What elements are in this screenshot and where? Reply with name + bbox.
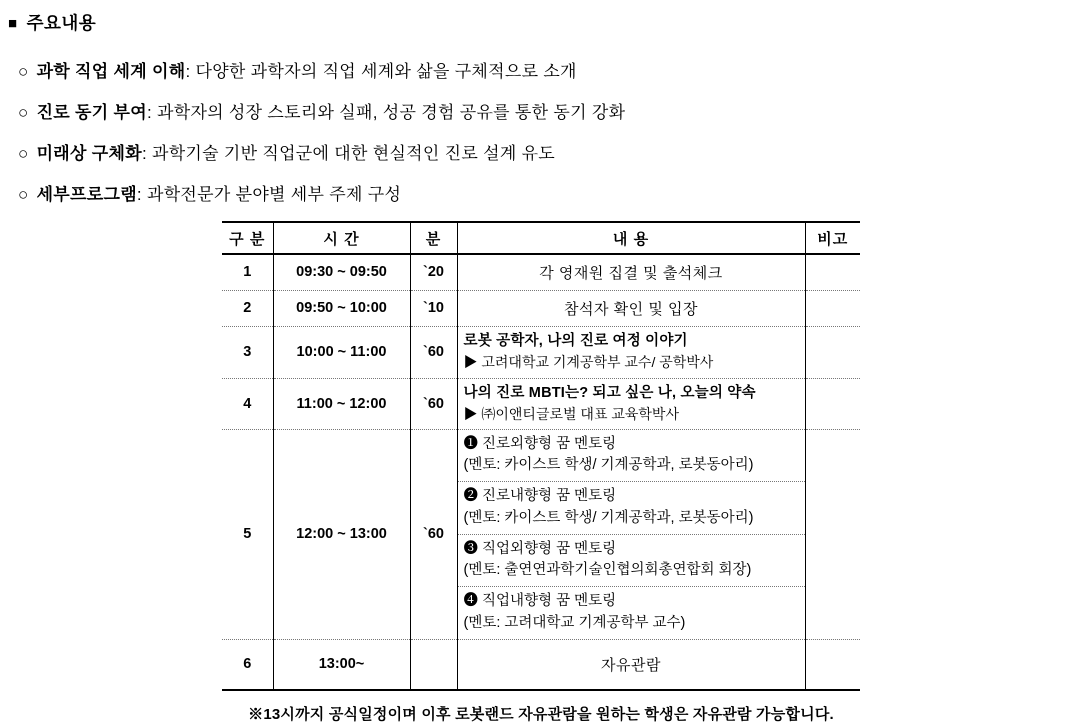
table-row-4 <box>222 378 860 429</box>
bullet-item-1 <box>18 57 1086 82</box>
row-minutes <box>410 639 457 690</box>
bullet-item-2 <box>18 98 1086 123</box>
circle-bullet-icon: ○ <box>18 62 29 81</box>
circle-bullet-icon: ○ <box>18 103 29 122</box>
row-note <box>805 326 860 378</box>
circle-bullet-icon: ○ <box>18 144 29 163</box>
row-minutes: `60 <box>410 429 457 639</box>
section-title <box>8 10 1086 35</box>
table-row-2 <box>222 290 860 326</box>
col-header-category: 구 분 <box>222 222 273 254</box>
subitem-detail: (멘토: 고려대학교 기계공학부 교수) <box>463 614 686 631</box>
bullet-label: 세부프로그램 <box>36 185 137 204</box>
col-header-note: 비고 <box>805 222 860 254</box>
row-number: 1 <box>243 264 252 281</box>
bullet-text: : 과학전문가 분야별 세부 주제 구성 <box>136 185 402 204</box>
table-row-3 <box>222 326 860 378</box>
row-time: 12:00 ~ 13:00 <box>273 429 410 639</box>
section-title-text: 주요내용 <box>26 13 97 33</box>
table-row-1 <box>222 254 860 290</box>
circle-bullet-icon: ○ <box>18 185 29 204</box>
table-footnote: ※13시까지 공식일정이며 이후 로봇랜드 자유관람을 원하는 학생은 자유관람 가능합니다. <box>248 706 834 723</box>
row-content-subitem-2 <box>457 482 805 535</box>
col-header-content: 내 용 <box>457 222 805 254</box>
row-note <box>805 254 860 290</box>
subitem-title: ❶ 진로외향형 꿈 멘토링 <box>463 435 617 452</box>
row-time: 11:00 ~ 12:00 <box>273 378 410 429</box>
row-content-subitem-1 <box>457 429 805 482</box>
bullet-text: : 과학자의 성장 스토리와 실패, 성공 경험 공유를 통한 동기 강화 <box>146 103 626 122</box>
row-time: 13:00~ <box>273 639 410 690</box>
row-content: 각 영재원 집결 및 출석체크 <box>457 254 805 290</box>
subitem-title: ❸ 직업외향형 꿈 멘토링 <box>463 540 617 557</box>
schedule-table <box>222 221 860 691</box>
table-header-row <box>222 222 860 254</box>
row-minutes: `10 <box>410 290 457 326</box>
row-content <box>457 326 805 378</box>
row-content: 참석자 확인 및 입장 <box>457 290 805 326</box>
row-time: 09:30 ~ 09:50 <box>273 254 410 290</box>
content-subtitle: ▶ 고려대학교 기계공학부 교수/ 공학박사 <box>463 354 714 371</box>
row-minutes: `60 <box>410 326 457 378</box>
row-number: 4 <box>222 378 273 429</box>
col-header-minutes: 분 <box>410 222 457 254</box>
bullet-label: 미래상 구체화 <box>36 144 142 163</box>
content-title: 로봇 공학자, 나의 진로 여정 이야기 <box>463 333 688 350</box>
row-number: 5 <box>222 429 273 639</box>
subitem-detail: (멘토: 카이스트 학생/ 기계공학과, 로봇동아리) <box>463 457 754 474</box>
bullet-label: 진로 동기 부여 <box>36 103 147 122</box>
subitem-title: ❹ 직업내향형 꿈 멘토링 <box>463 593 617 609</box>
table-row-6 <box>222 639 860 690</box>
row-content <box>457 378 805 429</box>
content-title: 나의 진로 MBTI는? 되고 싶은 나, 오늘의 약속 <box>463 384 756 401</box>
table-row-5 <box>222 429 860 482</box>
row-note <box>805 290 860 326</box>
row-minutes: `60 <box>410 378 457 429</box>
subitem-detail: (멘토: 출연연과학기술인협의회총연합회 회장) <box>463 562 752 579</box>
row-content-subitem-4 <box>457 587 805 640</box>
row-minutes: `20 <box>410 254 457 290</box>
bullet-label: 과학 직업 세계 이해 <box>36 62 186 81</box>
row-number: 6 <box>222 639 273 690</box>
bullet-item-3 <box>18 139 1086 164</box>
bullet-item-4 <box>18 180 1086 205</box>
bullet-text: : 다양한 과학자의 직업 세계와 삶을 구체적으로 소개 <box>185 62 577 81</box>
row-time: 09:50 ~ 10:00 <box>273 290 410 326</box>
row-content-subitem-3 <box>457 534 805 587</box>
row-number: 2 <box>222 290 273 326</box>
subitem-detail: (멘토: 카이스트 학생/ 기계공학과, 로봇동아리) <box>463 509 754 526</box>
row-time: 10:00 ~ 11:00 <box>273 326 410 378</box>
col-header-time: 시 간 <box>273 222 410 254</box>
content-subtitle: ▶ ㈜이앤티글로벌 대표 교육학박사 <box>463 405 679 422</box>
row-note <box>805 429 860 639</box>
square-bullet-icon: ■ <box>8 15 18 32</box>
bullet-text: : 과학기술 기반 직업군에 대한 현실적인 진로 설계 유도 <box>141 144 556 163</box>
row-note <box>805 639 860 690</box>
row-number: 3 <box>222 326 273 378</box>
subitem-title: ❷ 진로내향형 꿈 멘토링 <box>463 488 617 504</box>
row-note <box>805 378 860 429</box>
row-content: 자유관람 <box>457 639 805 690</box>
